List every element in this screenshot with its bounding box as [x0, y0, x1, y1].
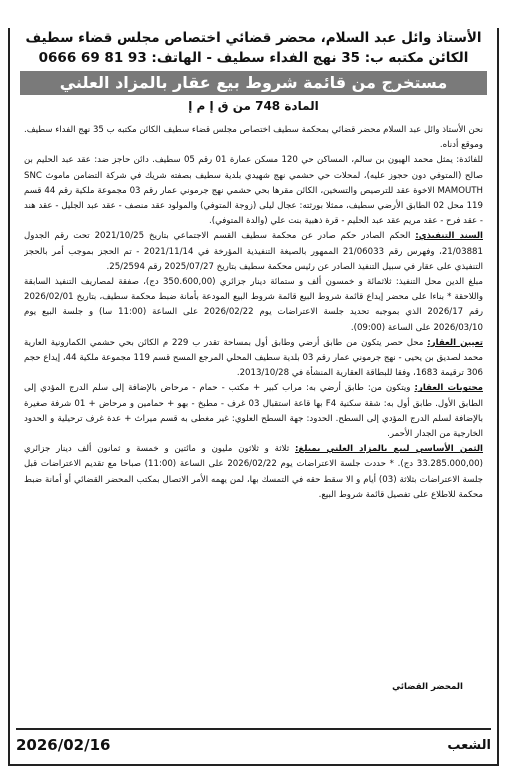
property-label: تعيين العقار:: [427, 337, 483, 348]
price-text: ثلاثة و ثلاثون مليون و مائتين و خمسة و ثمانون ألف دينار جزائري (33.285.000,00 دج). * حددت جلسة الاعتراضات يوم 2026/02/22 على الساعة (11:00) صباحا مع تقديم الاعتراضات قبل جلسة الاعتراضات بثلاثة (03) أيام و الا سقط حقه في التمسك بها، لمن يهمه الأمر الاتصال بمكتب المحضر القضائي أو أمانة ضبط محكمة للاطلاع على تفصيل قائمة شروط البيع.: [24, 444, 483, 500]
article-reference: المادة 748 من ق إ م إ: [188, 99, 319, 113]
publication-date: 2026/02/16: [16, 736, 111, 754]
parties-paragraph: للفائدة: يمثل محمد الهيون بن سالم، المساكن حي 120 مسكن عمارة 01 رقم 05 سطيف. دائن حاجز ضد: عقد عبد الحليم بن صالح (المتوفي دون حجوز عليه)، لمحلات حي حشمي نهج شهيدي بلدية سطيف بصفته شريك في شركة التضامن ماموث SNC MAMOUTH الاخوة عقد للترصيص والتسخين، الكائن مقرها بحي حشمي نهج جرموني عمار رقم 03 مجموعة ملكية رقم 44 قسم 119 محل 02 الطابق الأرضي سطيف، ممثلا بورثته: عجال ليلى (زوجة المتوفي) والمولود عقد منصف - عقد عبد الجليل - عقد هند - عقد فرح - عقد مريم عقد عبد الحليم - قرة ذهبية بنت علي (والدة المتوفي).: [24, 155, 483, 227]
signature-label: المحضر القضائي: [392, 682, 463, 692]
contents-label: محتويات العقار:: [414, 383, 483, 394]
bailiff-name: الأستاذ وائل عبد السلام، محضر قضائي اختصاص مجلس قضاء سطيف: [25, 30, 482, 46]
title-text: الحكم الصادر حكم صادر عن محكمة سطيف القسم الاجتماعي بتاريخ 2021/10/25 تحت رقم الجدول 21/03881، وفهرس رقم 21/06033 الممهور بالصيغة التنفيذية المؤرخة في 2021/11/14 - تم الحجز بموجب أمر بالحجز التنفيذي على عقار في سبيل التنفيذ الصادر عن رئيس محكمة سطيف بتاريخ 2025/07/27 رقم 25/2594.: [24, 231, 483, 272]
notice-page: [0, 28, 507, 774]
intro-paragraph: نحن الأستاذ وائل عبد السلام محضر قضائي بمحكمة سطيف اختصاص مجلس قضاء سطيف الكائن مكتبه ب 35 نهج الفداء سطيف. وموقع أدناه.: [24, 125, 483, 151]
property-text: محل حصر يتكون من طابق أرضي وطابق أول بمساحة تقدر ب 229 م الكائن بحي حشمي الكمارونية العارية محمد لصديق بن يحيى - نهج جرموني عمار رقم 03 بلدية سطيف المحلي المرجع المسح قسم 119 مجموعة ملكية 44، إيداع حجم 306 ترقيمة 1683، وفقا للبطاقة العقارية المنشأة في 2013/10/28.: [24, 337, 483, 379]
contents-text: ويتكون من: طابق أرضي به: مراب كبير + مكتب - حمام - مرحاض بالإضافة إلى سلم الدرج المؤدي إلى الطابق الأول. طابق أول به: شقة سكنية F4 بها قاعة استقبال 03 غرف - مطبخ - بهو + حمامين و مرحاض + 01 شرفة صغيرة بالإضافة لسلم الدرج المؤدي إلى السطح. الحدود: جهة السطح العلوي: غير مغطى به قسم ميراث + عدة غرف ترحيلية و الحدود الخارجية من الجدار الأحمر.: [24, 383, 483, 440]
newspaper-name: الشعب: [447, 737, 491, 753]
price-label: الثمن الأساسي لبيع بالمزاد العلني بمبلغ:: [294, 444, 483, 455]
bailiff-address: الكائن مكتبه ب: 35 نهج الفداء سطيف - الهاتف: 93 81 69 0666: [38, 50, 469, 66]
title-label: السند التنفيذي:: [415, 231, 483, 242]
notice-title-banner: مستخرج من قائمة شروط بيع عقار بالمزاد العلني: [20, 71, 487, 95]
footer-bar: [16, 728, 491, 760]
notice-frame: [8, 28, 499, 766]
debt-paragraph: مبلغ الدين محل التنفيذ: ثلاثمائة و خمسون ألف و ستمائة دينار جزائري (350.600,00 دج)، صفقة لمصاريف التنفيذ السابقة واللاحقة * بناءا على محضر إيداع قائمة شروط البيع قائمة شروط البيع المودعة بأمانة ضبط محكمة سطيف، بتاريخ 2026/02/01 رقم 2026/17 الذي بموجبه تحديد جلسة الاعتراضات يوم 2026/02/22 على الساعة (11:00 سا) و جلسة البيع يوم 2026/03/10 على الساعة (09:00).: [24, 277, 483, 333]
